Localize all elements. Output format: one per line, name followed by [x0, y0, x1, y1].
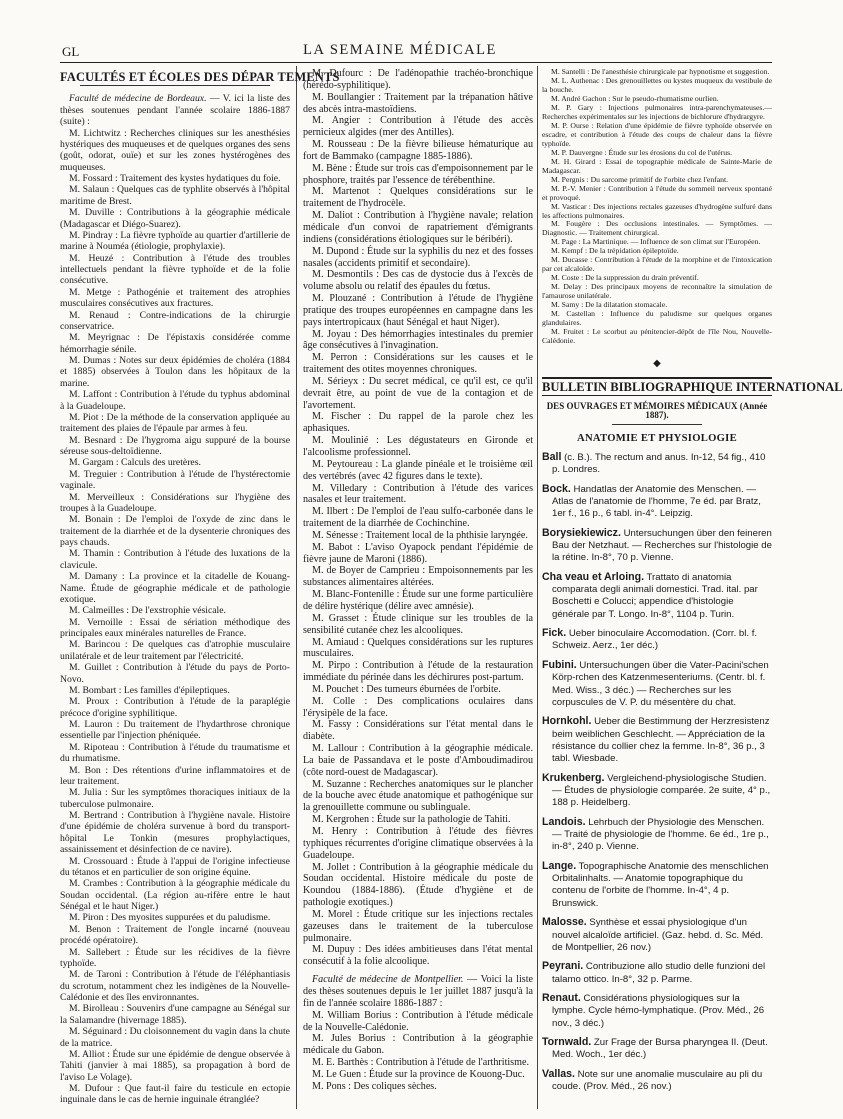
entry-text: Considérations physiologiques sur la lymphe. Cycle hémo-lymphatique. (Prov. Méd., 26 nov., 3 déc.)	[552, 993, 765, 1029]
entry-author: Cha veau et Arloing.	[542, 570, 645, 583]
thesis-entry: M. Sénesse : Traitement local de la phthisie laryngée.	[312, 529, 528, 541]
thesis-entry: M. Joyau : Des hémorrhagies intestinales du premier âge consécutives à l'invagination.	[303, 328, 533, 352]
thesis-entry: M. Grasset : Étude clinique sur les troubles de la sensibilité cutanée chez les alcooliques.	[303, 612, 533, 636]
bibliography-entry	[542, 715, 772, 765]
column-right	[542, 67, 843, 1100]
bibliography-entry	[542, 815, 772, 854]
thesis-entry: M. André Gachon : Sur le pseudo-rhumatisme ourlien.	[551, 93, 719, 103]
thesis-entry: M. Kergrohen : Étude sur la pathologie de Tahiti.	[312, 814, 511, 826]
thesis-entry: M. L. Authenac : Des grenouillettes ou kystes muqueux du vestibule de la bouche.	[542, 75, 772, 94]
entry-text: Synthèse et essai physiologique d'un nouvel alcaloïde artificiel. (Gaz. hebd. d. Sc. Méd. de Montpellier, 26 nov.)	[552, 917, 764, 953]
thesis-entry: M. P. Ourse : Relation d'une épidémie de fièvre typhoïde observée en escadre, et contribution à l'étude des coups de chaleur dans la fièvre typhoïde.	[542, 120, 772, 148]
section-title: FACULTÉS ET ÉCOLES DES DÉPAR TEMENTS	[60, 70, 340, 84]
thesis-entry: M. Alliot : Étude sur une épidémie de dengue observée à Tahiti (janvier à mai 1885), sa propagation à bord de l'aviso Le Volage).	[60, 1048, 290, 1083]
thesis-entry: M. Morel : Étude critique sur les injections rectales gazeuses dans le traitement de la tuberculose pulmonaire.	[303, 908, 533, 944]
thesis-entry: M. Peytoureau : La glande pinéale et le troisième œil des vertébrés (avec 42 figures dans le texte).	[303, 458, 533, 482]
thesis-entry: M. Henry : Contribution à l'étude des fièvres typhiques récurrentes d'origine climatique observées à la Guadeloupe.	[303, 826, 533, 861]
thesis-entry: M. Bon : Des rétentions d'urine inflammatoires et de leur traitement.	[60, 764, 290, 787]
column-left	[60, 68, 340, 1106]
thesis-list	[303, 1010, 533, 1093]
entry-text: Ueber binoculaire Accomodation. (Corr. bl. f. Schweiz. Aerz., 1er déc.)	[552, 628, 758, 652]
bibliography-entry	[542, 771, 772, 810]
thesis-entry: M. Thamin : Contribution à l'étude des luxations de la clavicule.	[60, 548, 290, 571]
thesis-entry: M. Page : La Martinique. — Influence de son climat sur l'Européen.	[551, 237, 761, 247]
bibliography-entry	[542, 1036, 772, 1062]
intro-text: — V. ici la liste des thèses soutenues pendant l'année scolaire 1886-1887 (suite) :	[60, 93, 290, 128]
thesis-entry: M. de Boyer de Camprieu : Empoisonnements par les substances alimentaires altérées.	[303, 565, 533, 589]
thesis-entry: M. Jules Borius : Contribution à la géographie médicale du Gabon.	[303, 1033, 533, 1057]
entry-author: Borysiekiewicz.	[542, 526, 621, 539]
entry-author: Fick.	[542, 627, 567, 640]
thesis-entry: M. Plouzané : Contribution à l'étude de l'hygiène pratique des troupes européennes en campagne dans les pays intertropicaux (haut Sénégal et haut Niger).	[303, 293, 533, 328]
thesis-entry: M. Lauron : Du traitement de l'hydarthrose chronique essentielle par l'injection phéniquée.	[60, 719, 290, 742]
thesis-entry: M. Dupuy : Des idées ambitieuses dans l'état mental consécutif à la folie alcoolique.	[303, 944, 533, 968]
thesis-entry: M. Boullangier : Traitement par la trépanation hâtive des abcès intra-mastoïdiens.	[303, 91, 533, 115]
entry-text: Trattato di anatomia comparata degli animali domestici. Trad. ital. par Boschetti e Colucci; appendice d'histologie générale par T. Longo. In-8°, 1104 p. Turin.	[552, 571, 758, 620]
bibliography-entry	[542, 526, 772, 565]
thesis-entry: M. Benon : Traitement de l'ongle incarné (nouveau procédé opératoire).	[60, 923, 290, 947]
thesis-entry: M. P. Dauvergne : Étude sur les érosions du col de l'utérus.	[551, 147, 733, 157]
thesis-entry: M. Jollet : Contribution à la géographie médicale du Soudan occidental. Histoire médicale du poste de Koundou (1884-1886). (Étude d'hygiène et de pathologie exotiques.)	[303, 861, 533, 909]
thesis-entry: M. Metge : Pathogénie et traitement des atrophies musculaires consécutives aux fractures.	[60, 286, 290, 310]
bibliography-entry	[542, 960, 772, 986]
thesis-entry: M. Ilbert : De l'emploi de l'eau sulfo-carbonée dans le traitement de la diarrhée de Cochinchine.	[303, 506, 533, 530]
thesis-entry: M. Coste : De la suppression du drain préventif.	[551, 273, 699, 283]
entry-author: Malosse.	[542, 916, 587, 929]
thesis-entry: M. Pouchet : Des tumeurs éburnées de l'orbite.	[312, 683, 501, 695]
thesis-entry: M. Meyrignac : De l'épistaxis considérée comme hémorrhagie sénile.	[60, 332, 290, 355]
bibliography-entry	[542, 627, 772, 653]
thesis-entry: M. Proux : Contribution à l'étude de la paraplégie précoce d'origine syphilitique.	[60, 696, 290, 719]
thesis-entry: M. Angier : Contribution à l'étude des accès pernicieux algides (mer des Antilles).	[303, 115, 533, 139]
thesis-entry: M. Pons : Des coliques sèches.	[312, 1080, 437, 1092]
thesis-entry: M. Daliot : Contribution à l'hygiène navale; relation médicale d'un convoi de rapatriement d'émigrants indiens (considérations étiologiques sur le béribéri).	[303, 210, 533, 245]
thesis-entry: M. Pindray : La fièvre typhoïde au quartier d'artillerie de marine à Nouméa (étiologie, prophylaxie).	[60, 229, 290, 253]
thesis-entry: M. Ripoteau : Contribution à l'étude du traumatisme et du rhumatisme.	[60, 741, 290, 765]
thesis-entry: M. Fougère : Des occlusions intestinales. — Symptômes. — Diagnostic. — Traitement chirurgical.	[542, 219, 772, 238]
column-middle	[303, 68, 533, 1093]
montpellier-text: — Voici la liste des thèses soutenues depuis le 1er juillet 1887 jusqu'à la fin de l'année scolaire 1886-1887 :	[303, 974, 533, 1009]
entry-author: Tornwald.	[542, 1036, 592, 1049]
entry-text: Handatlas der Anatomie des Menschen. — Atlas de l'anatomie de l'homme, 7e éd. par Bratz, 1er f., 16 p., 6 tabl. in-4°. Leipzig.	[552, 483, 761, 520]
thesis-entry: M. Rousseau : De la fièvre bilieuse hématurique au fort de Bammako (campagne 1885-1886).	[303, 139, 533, 162]
entry-text: Note sur une anomalie musculaire au pli du coude. (Prov. Méd., 26 nov.)	[552, 1068, 763, 1093]
thesis-entry: M. Pergnis : Du sarcome primitif de l'orbite chez l'enfant.	[551, 174, 729, 184]
column-divider	[537, 66, 538, 1109]
thesis-entry: M. Renaud : Contre-indications de la chirurgie conservatrice.	[60, 309, 290, 332]
entry-author: Landois.	[542, 815, 586, 828]
thesis-entry: M. Moulinié : Les dégustateurs en Gironde et l'alcoolisme professionnel.	[303, 435, 533, 458]
thesis-entry: M. Colle : Des complications oculaires dans l'érysipèle de la face.	[303, 695, 533, 719]
thesis-entry: M. Treguier : Contribution à l'étude de l'hystérectomie vaginale.	[60, 468, 290, 492]
thesis-entry: M. Fruitet : Le scorbut au pénitencier-dépôt de l'île Nou, Nouvelle-Calédonie.	[542, 327, 772, 346]
thesis-entry: M. Bonain : De l'emploi de l'oxyde de zinc dans le traitement de la diarrhée et de la dysenterie chroniques des pays chauds.	[60, 514, 290, 548]
intro-label: Faculté de médecine de Bordeaux.	[69, 93, 207, 105]
montpellier-intro	[303, 974, 533, 1010]
thesis-entry: M. Duville : Contributions à la géographie médicale (Madagascar et Diégo-Suarez).	[60, 207, 290, 230]
entry-author: Hornkohl.	[542, 715, 592, 728]
thesis-entry: M. Dufour : Que faut-il faire du testicule en ectopie inguinale dans le cas de hernie inguinale étranglée?	[60, 1083, 290, 1106]
thesis-entry: M. de Taroni : Contribution à l'étude de l'éléphantiasis du scrotum, notamment chez les indigènes de la Nouvelle-Calédonie et des îles environnantes.	[60, 969, 290, 1003]
thesis-entry: M. Heuzé : Contribution à l'étude des troubles intellectuels pendant la fièvre typhoïde et de la folie consécutive.	[60, 252, 290, 287]
entry-author: Peyrani.	[542, 960, 584, 973]
entry-text: Ueber die Bestimmung der Herzresistenz beim weiblichen Geschlecht. — Appréciation de la résistance du collier chez la femme. In-8°, 36 p., 3 tabl. Wiesbade.	[552, 716, 770, 765]
entry-text: Untersuchungen über den feineren Bau der Netzhaut. — Recherches sur l'histologie de la rétine. In-8°, 70 p. Vienne.	[552, 527, 772, 564]
thesis-entry: M. Martenot : Quelques considérations sur le traitement de l'hydrocèle.	[303, 186, 533, 210]
thesis-entry: M. Bombart : Les familles d'épileptiques.	[69, 684, 230, 696]
thesis-entry: M. Dumas : Notes sur deux épidémies de choléra (1884 et 1885) observées à Toulon dans les hôpitaux de la marine.	[60, 355, 290, 389]
section-heading: ANATOMIE ET PHYSIOLOGIE	[577, 432, 737, 444]
thesis-list	[303, 68, 533, 968]
thesis-entry: M. Desmontils : Des cas de dystocie dus à l'excès de volume absolu ou relatif des épaules du fœtus.	[303, 269, 533, 293]
thesis-entry: M. Dufourc : De l'adénopathie trachéo-bronchique (hérédo-syphilitique).	[303, 68, 533, 91]
montpellier-label: Faculté de médecine de Montpellier.	[312, 974, 464, 986]
thesis-entry: M. Piot : De la méthode de la conservation appliquée au traitement des plaies de l'épaule par armes à feu.	[60, 411, 290, 435]
thesis-entry: M. Delay : Des principaux moyens de reconnaître la simulation de l'amaurose unilatérale.	[542, 282, 772, 301]
thesis-entry: M. Sérieyx : Du secret médical, ce qu'il est, ce qu'il devrait être, au point de vue de la contagion et de l'avortement.	[303, 375, 533, 411]
thesis-entry: M. Piron : Des myosites suppurées et du paludisme.	[69, 912, 271, 924]
thesis-entry: M. Amiaud : Quelques considérations sur les ruptures musculaires.	[303, 636, 533, 660]
thesis-entry: M. P.-V. Menier : Contribution à l'étude du sommeil nerveux spontané et provoqué.	[542, 183, 772, 202]
thesis-entry: M. Castellan : Influence du paludisme sur quelques organes glandulaires.	[542, 309, 772, 328]
thesis-entry: M. Guillet : Contribution à l'étude du pays de Porto-Novo.	[60, 662, 290, 685]
thesis-entry: M. Crambes : Contribution à la géographie médicale du Soudan occidental. (La région au-rifère entre le haut Sénégal et le haut Niger.)	[60, 878, 290, 912]
thesis-entry: M. E. Barthès : Contribution à l'étude de l'arthritisme.	[312, 1057, 529, 1069]
thesis-entry: M. Fischer : Du rappel de la parole chez les aphasiques.	[303, 411, 533, 435]
bibliography-entry	[542, 992, 772, 1030]
thesis-entry: M. Dupond : Étude sur la syphilis du nez et des fosses nasales (accidents primitif et secondaire).	[303, 245, 533, 269]
bibliography-entry	[542, 482, 772, 521]
thesis-entry: M. Bertrand : Contribution à l'hygiène navale. Histoire d'une épidémie de choléra survenue à bord du transport-hôpital Le Tonkin (mesures prophylactiques, assainissement et désinfection de ce navire).	[60, 810, 290, 856]
thesis-list	[60, 128, 290, 1106]
entry-author: Fubini.	[542, 658, 577, 671]
thesis-entry: M. Ducasse : Contribution à l'étude de la morphine et de l'intoxication par cet alcaloïde.	[542, 255, 772, 274]
entry-author: Renaut.	[542, 992, 581, 1005]
column-divider	[296, 66, 297, 1109]
thesis-entry: M. Perron : Considérations sur les causes et le traitement des otites moyennes chroniques.	[303, 352, 533, 376]
thesis-entry: M. Merveilleux : Considérations sur l'hygiène des troupes à la Guadeloupe.	[60, 491, 290, 514]
thesis-entry: M. Le Guen : Étude sur la province de Kouong-Duc.	[312, 1068, 525, 1080]
thesis-entry: M. Vasticar : Des injections rectales gazeuses d'hydrogène sulfuré dans les affections pulmonaires.	[542, 201, 772, 220]
thesis-entry: M. Santelli : De l'anesthésie chirurgicale par hypnotisme et suggestion.	[551, 67, 770, 76]
thesis-entry: M. Kempf : De la trépidation épileptoïde.	[551, 246, 679, 256]
thesis-entry: M. Sallebert : Étude sur les récidives de la fièvre typhoïde.	[60, 946, 290, 969]
entry-author: Lange.	[542, 859, 577, 872]
separator-ornament: ◆	[653, 358, 661, 370]
entry-text: Contribuzione allo studio delle funzioni del talamo ottico. In-8°, 32 p. Parme.	[552, 961, 766, 985]
thesis-entry: M. Suzanne : Recherches anatomiques sur le plancher de la bouche avec étude anatomique et pathogénique sur la grenouillette commune ou sublinguale.	[303, 778, 533, 814]
thesis-entry: M. Damany : La province et la citadelle de Kouang-Name. Étude de géographie médicale et de pathologie exotique.	[60, 571, 290, 605]
thesis-entry: M. P. Gary : Injections pulmonaires intra-parenchymateuses.— Recherches expérimentales sur les injections de bichlorure d'hydrargyre.	[542, 102, 772, 121]
thesis-entry: M. Fossard : Traitement des kystes hydatiques du foie.	[69, 173, 281, 184]
thesis-entry: M. Blanc-Fontenille : Étude sur une forme particulière de délire hystérique (délire avec amnésie).	[303, 589, 533, 612]
entry-text: (c. B.). The rectum and anus. In-12, 54 fig., 410 p. Londres.	[552, 451, 766, 476]
page-header	[0, 0, 800, 60]
bibliography-entry	[542, 570, 772, 621]
bulletin-subtitle: DES OUVRAGES ET MÉMOIRES MÉDICAUX (Année 1887).	[546, 400, 768, 420]
entry-text: Untersuchungen über die Vater-Pacini'schen Körp-rchen des Katzenmesenteriums. (Centr. bl. f. Med. Wiss., 3 déc.) — Recherches sur les corpuscules de V. P. du mésentère du chat.	[552, 659, 769, 708]
thesis-entry: M. Pirpo : Contribution à l'étude de la restauration immédiate du périnée dans les déchirures post-partum.	[303, 660, 533, 684]
page-number: GL	[62, 44, 80, 59]
section-rule	[612, 424, 702, 425]
thesis-entry: M. H. Girard : Essai de topographie médicale de Sainte-Marie de Madagascar.	[542, 156, 772, 175]
thesis-list	[542, 68, 772, 346]
bibliography-list	[542, 451, 772, 1094]
entry-author: Krukenberg.	[542, 771, 605, 784]
bibliography-entry	[542, 1067, 772, 1094]
entry-text: Topographische Anatomie des menschlichen Orbitalinhalts. — Anatomie topographique du contenu de l'orbite de l'homme. In-4°, 4 p. Brunswick.	[552, 860, 769, 909]
thesis-entry: M. Séguinard : Du cloisonnement du vagin dans la chute de la matrice.	[60, 1026, 290, 1049]
thesis-entry: M. Gargam : Calculs des uretères.	[69, 457, 201, 469]
thesis-entry: M. Samy : De la dilatation stomacale.	[551, 300, 668, 310]
thesis-entry: M. Babot : L'aviso Oyapock pendant l'épidémie de fièvre jaune de Maroni (1886).	[303, 541, 533, 565]
bibliography-entry	[542, 450, 772, 477]
bibliography-entry	[542, 658, 772, 709]
bibliography-entry	[542, 859, 772, 910]
thesis-entry: M. Villedary : Contribution à l'étude des varices nasales et leur traitement.	[303, 482, 533, 506]
thesis-entry: M. Vernoille : Essai de sériation méthodique des principales eaux minérales naturelles de France.	[60, 616, 290, 639]
intro-paragraph	[60, 93, 290, 127]
thesis-entry: M. Calmeilles : De l'exstrophie vésicale.	[69, 605, 226, 617]
section-rule	[80, 85, 270, 86]
thesis-entry: M. Barincou : De quelques cas d'atrophie musculaire unilatérale et de leur traitement par l'électricité.	[60, 639, 290, 662]
thesis-entry: M. Birolleau : Souvenirs d'une campagne au Sénégal sur la Salamandre (hivernage 1885).	[60, 1003, 290, 1026]
journal-title: LA SEMAINE MÉDICALE	[303, 42, 497, 58]
thesis-entry: M. Crossouard : Étude à l'appui de l'origine infectieuse du tétanos et en particulier de son origine équine.	[60, 855, 290, 878]
thesis-entry: M. Lichtwitz : Recherches cliniques sur les anesthésies hystériques des muqueuses et de quelques organes des sens (goût, odorat, ouïe) et sur les zones hystérogènes des muqueuses.	[60, 127, 290, 173]
entry-author: Vallas.	[542, 1067, 575, 1080]
thesis-entry: M. Salaun : Quelques cas de typhlite observés à l'hôpital maritime de Brest.	[60, 184, 290, 207]
thesis-entry: M. Besnard : De l'hygroma aigu suppuré de la bourse séreuse sous-deltoïdienne.	[60, 434, 290, 457]
entry-text: Zur Frage der Bursa pharyngea II. (Deut. Med. Woch., 1er déc.)	[552, 1037, 768, 1061]
thesis-entry: M. Bène : Étude sur trois cas d'empoisonnement par le phosphore, traités par l'essence de térébenthine.	[303, 162, 533, 186]
thesis-entry: M. Lallour : Contribution à la géographie médicale. La baie de Passandava et le poste d'Amboudimadirou (côte nord-ouest de Madagascar).	[303, 743, 533, 778]
bulletin-title: BULLETIN BIBLIOGRAPHIQUE INTERNATIONAL	[542, 377, 772, 396]
thesis-entry: M. Julia : Sur les symptômes thoraciques initiaux de la tuberculose pulmonaire.	[60, 787, 290, 810]
entry-text: Vergleichend-physiologische Studien. — Études de physiologie comparée. 2e suite, 4° p., 188 p. Heidelberg.	[552, 772, 771, 809]
thesis-entry: M. William Borius : Contribution à l'étude médicale de la Nouvelle-Calédonie.	[303, 1009, 533, 1033]
bibliography-entry	[542, 916, 772, 954]
header-rule	[60, 62, 772, 63]
entry-text: Lehrbuch der Physiologie des Menschen. — Traité de physiologie de l'homme. 6e éd., 1re p., in-8°, 240 p. Vienne.	[552, 816, 769, 853]
entry-author: Ball	[542, 450, 562, 463]
thesis-entry: M. Laffont : Contribution à l'étude du typhus abdominal à la Guadeloupe.	[60, 389, 290, 412]
entry-author: Bock.	[542, 482, 571, 495]
thesis-entry: M. Fassy : Considérations sur l'état mental dans le diabète.	[303, 719, 533, 743]
